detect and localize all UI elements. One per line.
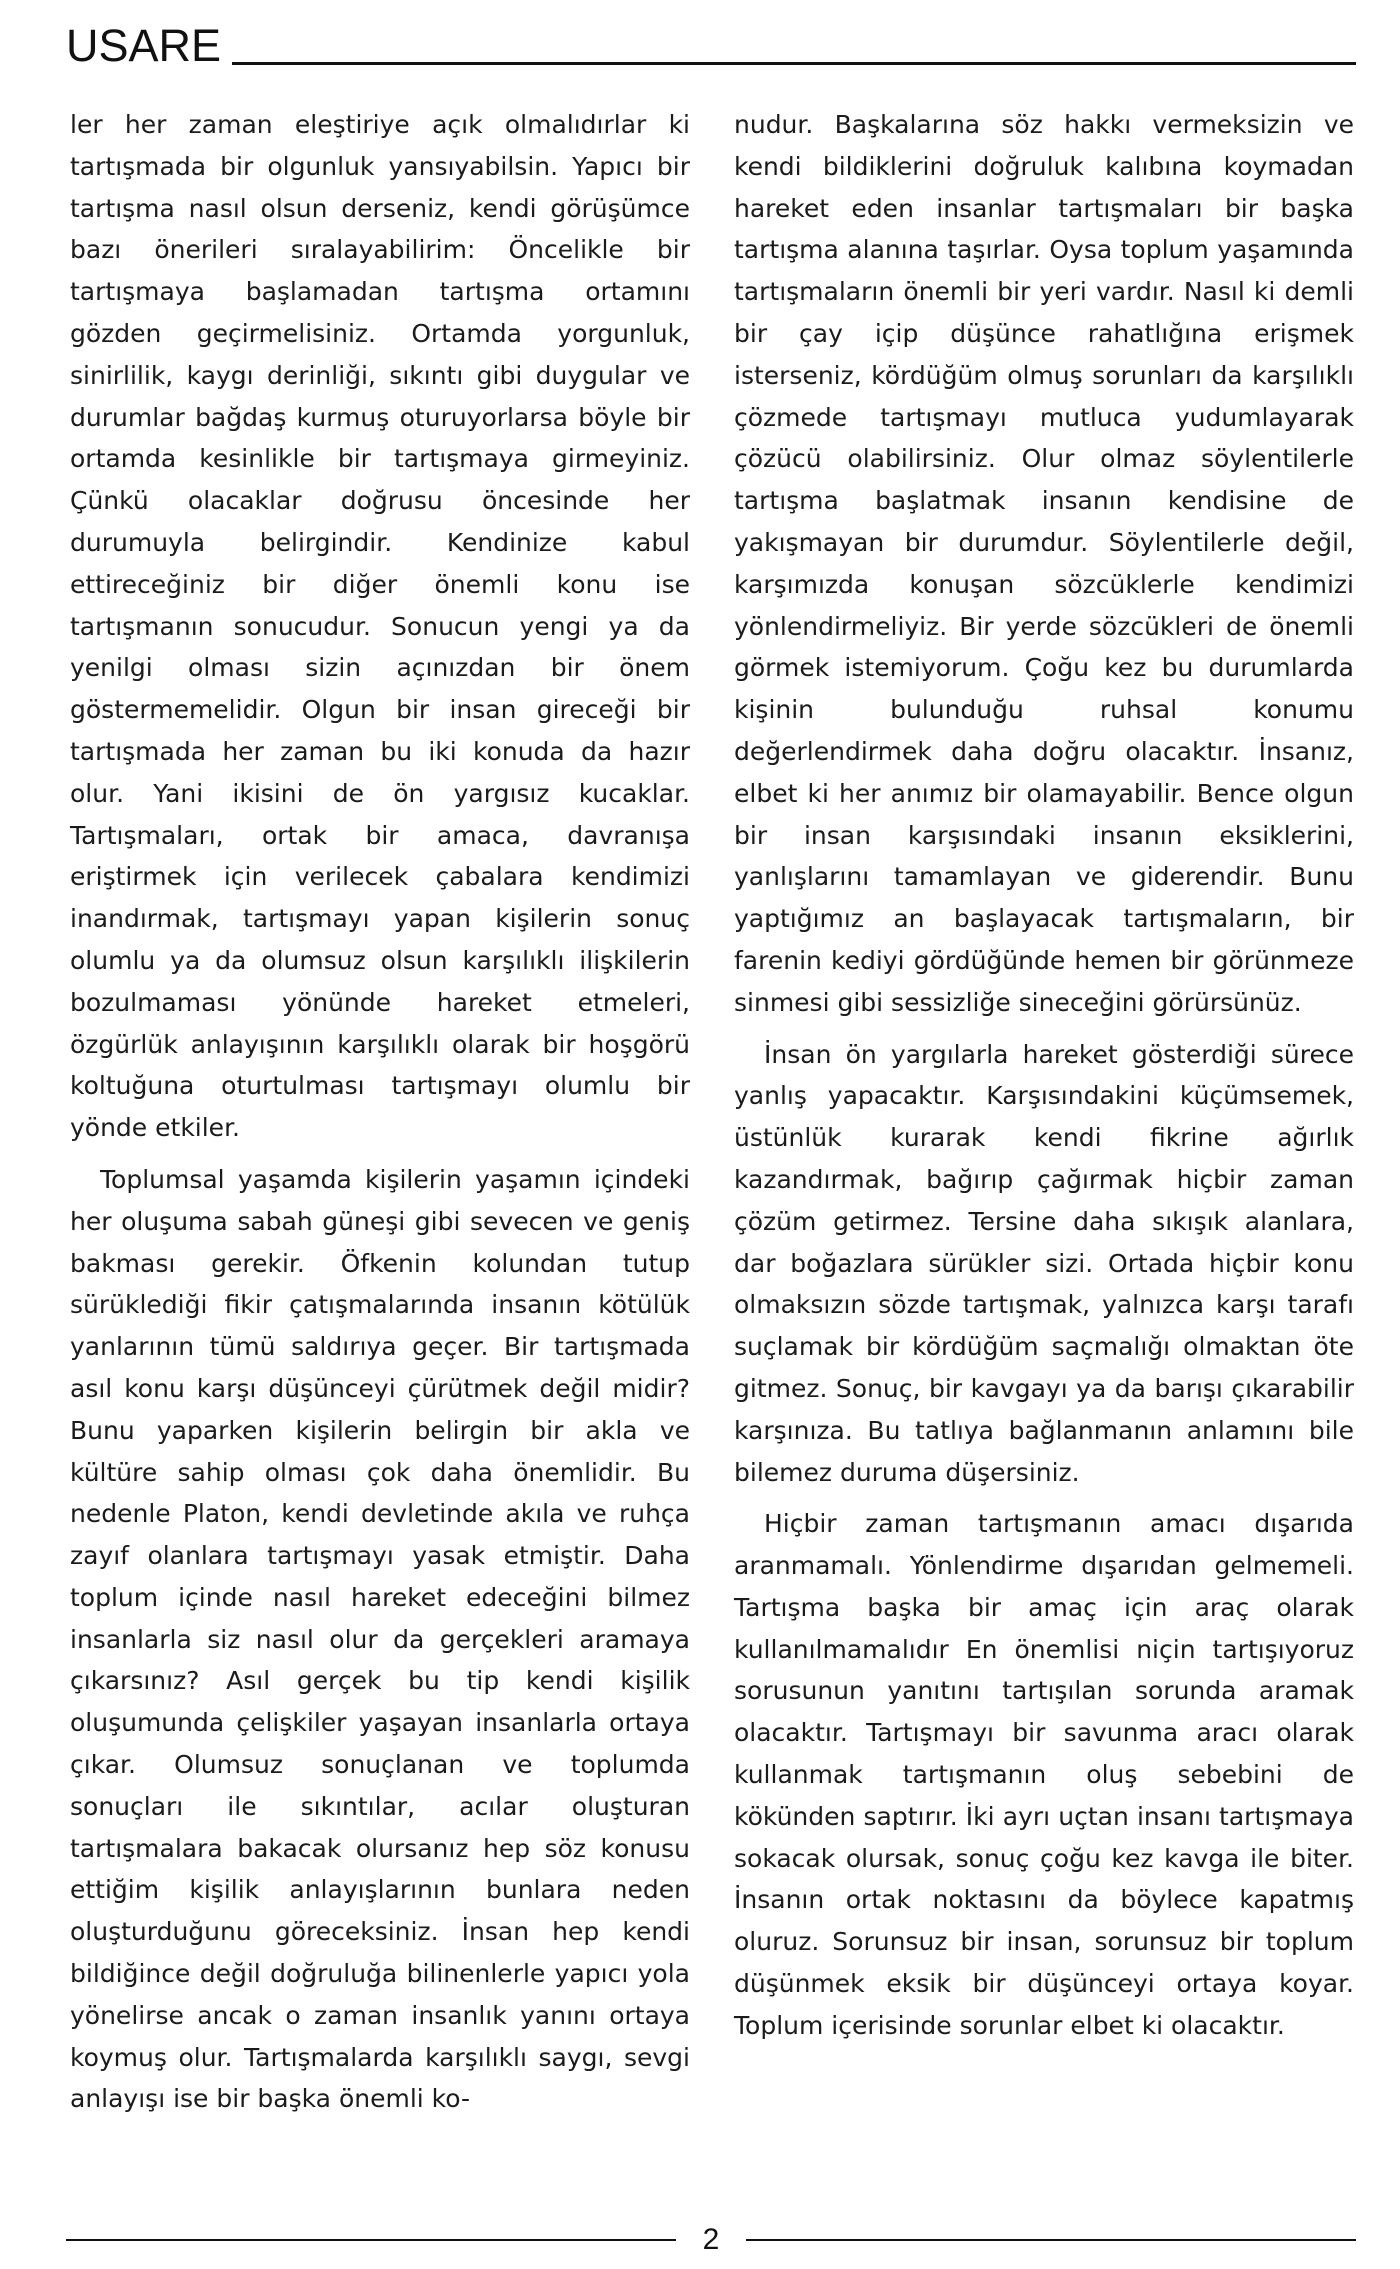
paragraph: nudur. Başkalarına söz hakkı vermeksizin ve kendi bildiklerini doğruluk kalıbına koymadan hareket eden insanlar tartışmaları bir başka tartışma alanına taşırlar. Oysa toplum yaşamında tartışmaların önemli bir yeri vardır. Nasıl ki demli bir çay içip düşünce rahatlığına erişmek isterseniz, kördüğüm olmuş sorunları da karşılıklı çözmede tartışmayı mutluca yudumlayarak çözücü olabilirsiniz. Olur olmaz söylentilerle tartışma başlatmak insanın kendisine de yakışmayan bir durumdur. Söylentilerle değil, karşımızda konuşan sözcüklerle kendimizi yönlendirmeliyiz. Bir yerde sözcükleri de önemli görmek istemiyorum. Çoğu kez bu durumlarda kişinin bulunduğu ruhsal konumu değerlendirmek daha doğru olacaktır. İnsanız, elbet ki her anımız bir olamayabilir. Bence olgun bir insan karşısındaki insanın eksiklerini, yanlışlarını tamamlayan ve giderendir. Bunu yaptığımız an başlayacak tartışmaların, bir farenin kediyi gördüğünde hemen bir görünmeze sinmesi gibi sessizliğe sineceğini görürsünüz. bbox=[734, 110, 1354, 1017]
page-footer bbox=[66, 2220, 1356, 2260]
paragraph: ler her zaman eleştiriye açık olmalıdırlar ki tartışmada bir olgunluk yansıyabilsin. Yapıcı bir tartışma nasıl olsun derseniz, kendi görüşümce bazı önerileri sıralayabilirim: Öncelikle bir tartışmaya başlamadan tartışma ortamını gözden geçirmelisiniz. Ortamda yorgunluk, sinirlilik, kaygı derinliği, sıkıntı gibi duygular ve durumlar bağdaş kurmuş oturuyorlarsa böyle bir ortamda kesinlikle bir tartışmaya girmeyiniz. Çünkü olacaklar doğrusu öncesinde her durumuyla belirgindir. Kendinize kabul ettireceğiniz bir diğer önemli konu ise tartışmanın sonucudur. Sonucun yengi ya da yenilgi olması sizin açınızdan bir önem göstermemelidir. Olgun bir insan gireceği bir tartışmada her zaman bu iki konuda da hazır olur. Yani ikisini de ön yargısız kucaklar. Tartışmaları, ortak bir amaca, davranışa eriştirmek için verilecek çabalara kendimizi inandırmak, tartışmayı yapan kişilerin sonuç olumlu ya da olumsuz olsun karşılıklı ilişkilerin bozulmaması yönünde hareket etmeleri, özgürlük anlayışının karşılıklı olarak bir hoşgörü koltuğuna oturtulması tartışmayı olumlu bir yönde etkiler. bbox=[70, 110, 690, 1143]
paragraph: Hiçbir zaman tartışmanın amacı dışarıda aranmamalı. Yönlendirme dışarıdan gelmemeli. Tartışma başka bir amaç için araç olarak kullanılmamalıdır En önemlisi niçin tartışıyoruz sorusunun yanıtını tartışılan sorunda aramak olacaktır. Tartışmayı bir savunma aracı olarak kullanmak tartışmanın oluş sebebini de kökünden saptırır. İki ayrı uçtan insanı tartışmaya sokacak olursak, sonuç çoğu kez kavga ile biter. İnsanın ortak noktasını da böylece kapatmış oluruz. Sorunsuz bir insan, sorunsuz bir toplum düşünmek eksik bir düşünceyi ortaya koyar. Toplum içerisinde sorunlar elbet ki olacaktır. bbox=[734, 1509, 1354, 2040]
text-columns bbox=[70, 104, 1354, 2114]
page-number: 2 bbox=[702, 2223, 720, 2256]
paragraph: Toplumsal yaşamda kişilerin yaşamın içindeki her oluşuma sabah güneşi gibi sevecen ve geniş bakması gerekir. Öfkenin kolundan tutup sürüklediği fikir çatışmalarında insanın kötülük yanlarının tümü saldırıya geçer. Bir tartışmada asıl konu karşı düşünceyi çürütmek değil midir? Bunu yaparken kişilerin belirgin bir akla ve kültüre sahip olması çok daha önemlidir. Bu nedenle Platon, kendi devletinde akıla ve ruhça zayıf olanlara tartışmayı yasak etmiştir. Daha toplum içinde nasıl hareket edeceğini bilmez insanlarla siz nasıl olur da gerçekleri aramaya çıkarsınız? Asıl gerçek bu tip kendi kişilik oluşumunda çelişkiler yaşayan insanlarla ortaya çıkar. Olumsuz sonuçlanan ve toplumda sonuçları ile sıkıntılar, acılar oluşturan tartışmalara bakacak olursanız hep söz konusu ettiğim kişilik anlayışlarının bunlara neden oluşturduğunu göreceksiniz. İnsan hep kendi bildiğince değil doğruluğa bilinenlerle yapıcı yola yönelirse ancak o zaman insanlık yanını ortaya koymuş olur. Tartışmalarda karşılıklı saygı, sevgi anlayışı ise bir başka önemli ko- bbox=[70, 1164, 690, 2114]
running-header-title: USARE bbox=[66, 20, 222, 71]
footer-rule-right bbox=[746, 2239, 1356, 2241]
right-column bbox=[734, 104, 1354, 2047]
left-column bbox=[70, 104, 690, 2120]
header-rule bbox=[232, 62, 1356, 65]
paragraph: İnsan ön yargılarla hareket gösterdiği sürece yanlış yapacaktır. Karşısındakini küçümsemek, üstünlük kurarak kendi fikrine ağırlık kazandırmak, bağırıp çağırmak hiçbir zaman çözüm getirmez. Tersine daha sıkışık alanlara, dar boğazlara sürükler sizi. Ortada hiçbir konu olmaksızın sözde tartışmak, yalnızca karşı tarafı suçlamak bir kördüğüm saçmalığı olmaktan öte gitmez. Sonuç, bir kavgayı ya da barışı çıkarabilir karşınıza. Bu tatlıya bağlanmanın anlamını bile bilemez duruma düşersiniz. bbox=[734, 1039, 1354, 1487]
footer-rule-left bbox=[66, 2239, 676, 2241]
page-header bbox=[66, 22, 1356, 70]
